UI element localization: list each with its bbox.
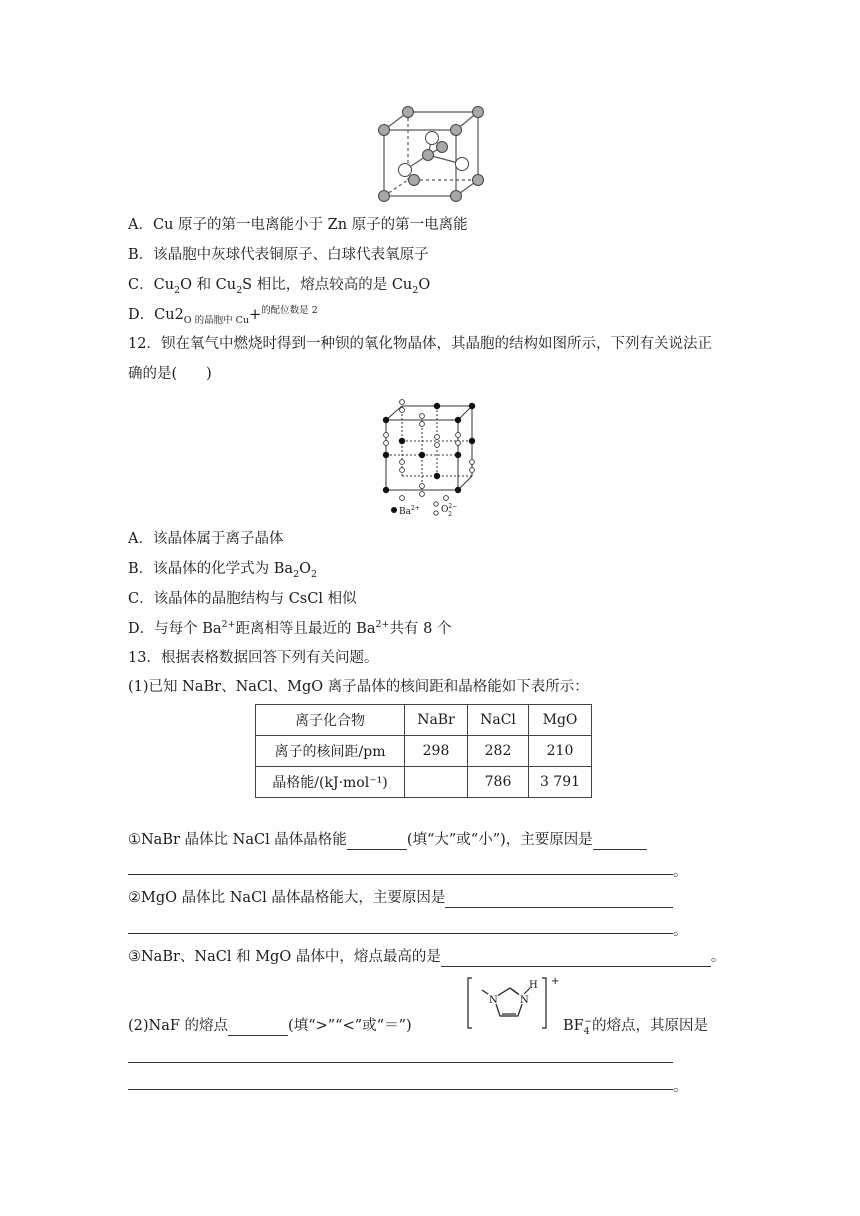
svg-text:N: N bbox=[520, 995, 529, 1006]
q11-option-c: C．$Cu_2O$ 和 $Cu_2S$ 相比，熔点较高的是 $Cu_2O$ bbox=[128, 277, 431, 296]
q13-part2-line-tail: $BF_4^-$的熔点，其原因是 bbox=[563, 1017, 708, 1037]
table-cell: 210 bbox=[529, 736, 592, 767]
table-cell: 3 791 bbox=[529, 767, 592, 798]
svg-text:Ba2+: $Ba^{2+}$ bbox=[399, 505, 420, 517]
q11-option-a: A．Cu 原子的第一电离能小于 Zn 原子的第一电离能 bbox=[128, 217, 468, 233]
q13-sub1-line: ①NaBr 晶体比 NaCl 晶体晶格能 (填“大”或“小”)，主要原因是 bbox=[128, 830, 647, 850]
q13-sub2-line: ②MgO 晶体比 NaCl 晶体晶格能大，主要原因是 bbox=[128, 888, 673, 908]
table-cell: 离子的核间距/pm bbox=[256, 736, 405, 767]
answer-line[interactable] bbox=[128, 1061, 673, 1063]
svg-text:+: + bbox=[551, 976, 560, 987]
period-mark: 。 bbox=[673, 1079, 688, 1095]
answer-line[interactable] bbox=[128, 932, 673, 934]
q11-option-d: D．$Cu2_{O 的晶胞中 Cu}+^{的配位数是 2}$ bbox=[128, 305, 318, 326]
table-header-cell: NaCl bbox=[468, 705, 529, 736]
svg-text:N: N bbox=[489, 995, 498, 1006]
period-mark: 。 bbox=[673, 923, 688, 939]
answer-blank[interactable] bbox=[441, 950, 711, 967]
answer-line[interactable] bbox=[128, 1088, 673, 1090]
answer-blank[interactable] bbox=[593, 833, 647, 850]
table-header-cell: MgO bbox=[529, 705, 592, 736]
q12-option-b: B．该晶体的化学式为 $Ba_2O_2$ bbox=[128, 561, 318, 580]
table-header-cell: 离子化合物 bbox=[256, 705, 405, 736]
table-cell: 晶格能/(kJ·mol⁻¹) bbox=[256, 767, 405, 798]
q13-stem: 13．根据表格数据回答下列有关问题。 bbox=[128, 650, 379, 666]
svg-text:O2−2: $O^{2-}$ 2 bbox=[441, 503, 458, 518]
lattice-energy-table bbox=[255, 704, 592, 798]
answer-blank[interactable] bbox=[228, 1019, 288, 1036]
q13-part2-line: (2)NaF 的熔点 (填“>”“<”或“＝”) bbox=[128, 1018, 412, 1034]
table-row bbox=[256, 767, 592, 798]
table-header-row bbox=[256, 705, 592, 736]
q12-option-a: A．该晶体属于离子晶体 bbox=[128, 531, 284, 547]
table-cell: 298 bbox=[405, 736, 468, 767]
svg-text:H: H bbox=[529, 980, 538, 991]
cu2o-unit-cell-figure bbox=[370, 100, 490, 210]
q12-option-d: D．与每个 $Ba^{2+}$距离相等且最近的 $Ba^{2+}$共有 8 个 bbox=[128, 619, 452, 637]
imidazolium-cation-structure bbox=[466, 974, 562, 1032]
period-mark: 。 bbox=[673, 864, 688, 880]
q13-part1-intro: (1)已知 NaBr、NaCl、MgO 离子晶体的核间距和晶格能如下表所示： bbox=[128, 679, 589, 695]
answer-blank[interactable] bbox=[445, 891, 673, 908]
q11-option-b: B．该晶胞中灰球代表铜原子、白球代表氧原子 bbox=[128, 247, 429, 263]
q12-stem-line2: 确的是( ) bbox=[128, 366, 212, 382]
answer-line[interactable] bbox=[128, 873, 673, 875]
table-header-cell: NaBr bbox=[405, 705, 468, 736]
answer-blank[interactable] bbox=[347, 833, 407, 850]
barium-oxide-unit-cell-figure bbox=[380, 396, 480, 518]
table-cell: 786 bbox=[468, 767, 529, 798]
table-cell bbox=[405, 767, 468, 798]
q12-option-c: C．该晶体的晶胞结构与 CsCl 相似 bbox=[128, 591, 357, 607]
table-cell: 282 bbox=[468, 736, 529, 767]
table-row bbox=[256, 736, 592, 767]
q12-stem-line1: 12．钡在氧气中燃烧时得到一种钡的氧化物晶体，其晶胞的结构如图所示，下列有关说法正 bbox=[128, 336, 712, 352]
q13-sub3-line: ③NaBr、NaCl 和 MgO 晶体中，熔点最高的是 。 bbox=[128, 949, 726, 965]
